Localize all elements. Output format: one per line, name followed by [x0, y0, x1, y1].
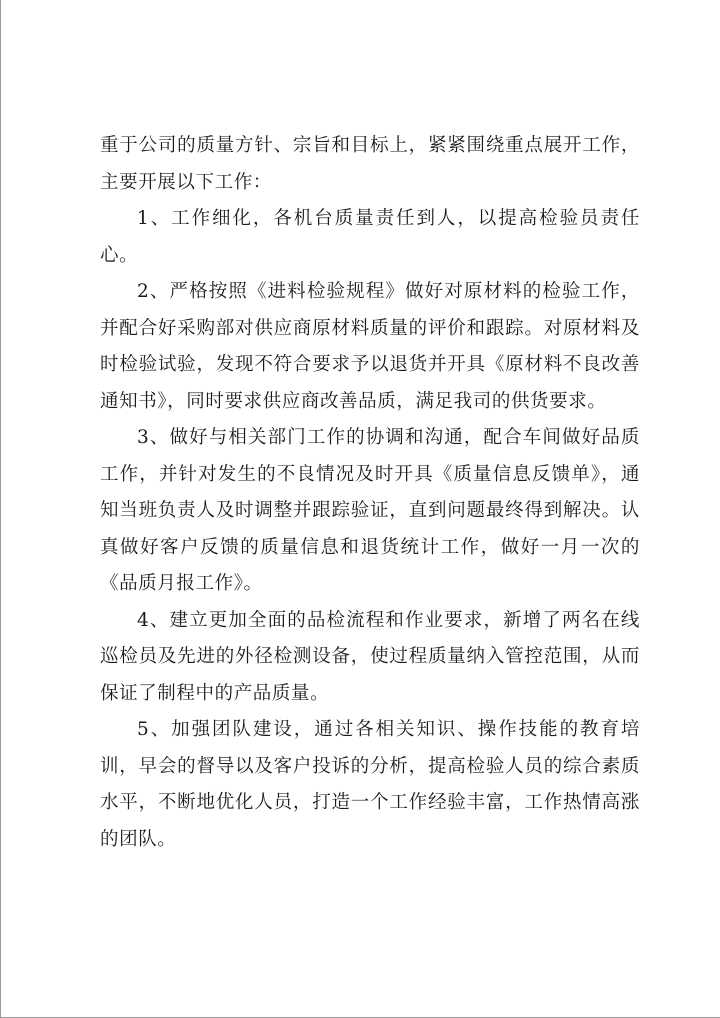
paragraph-intro: 重于公司的质量方针、宗旨和目标上，紧紧围绕重点展开工作，主要开展以下工作：	[100, 135, 640, 193]
paragraph-item-4: 4、建立更加全面的品检流程和作业要求，新增了两名在线巡检员及先进的外径检测设备，使过程质量纳入管控范围，从而保证了制程中的产品质量。	[100, 609, 640, 704]
paragraph-item-3: 3、做好与相关部门工作的协调和沟通，配合车间做好品质工作，并针对发生的不良情况及时开具《质量信息反馈单》，通知当班负责人及时调整并跟踪验证，直到问题最终得到解决。认真做好客户反馈的质量信息和退货统计工作，做好一月一次的《品质月报工作》。	[100, 427, 640, 594]
paragraph-item-2: 2、严格按照《进料检验规程》做好对原材料的检验工作，并配合好采购部对供应商原材料质量的评价和跟踪。对原材料及时检验试验，发现不符合要求予以退货并开具《原材料不良改善通知书》，同时要求供应商改善品质，满足我司的供货要求。	[100, 281, 640, 412]
paragraph-item-5: 5、加强团队建设，通过各相关知识、操作技能的教育培训，早会的督导以及客户投诉的分析，提高检验人员的综合素质水平，不断地优化人员，打造一个工作经验丰富，工作热情高涨的团队。	[100, 719, 640, 850]
page-border-left	[0, 0, 1, 1018]
document-body	[100, 128, 640, 858]
paragraph-item-1: 1、工作细化，各机台质量责任到人，以提高检验员责任心。	[100, 208, 640, 266]
